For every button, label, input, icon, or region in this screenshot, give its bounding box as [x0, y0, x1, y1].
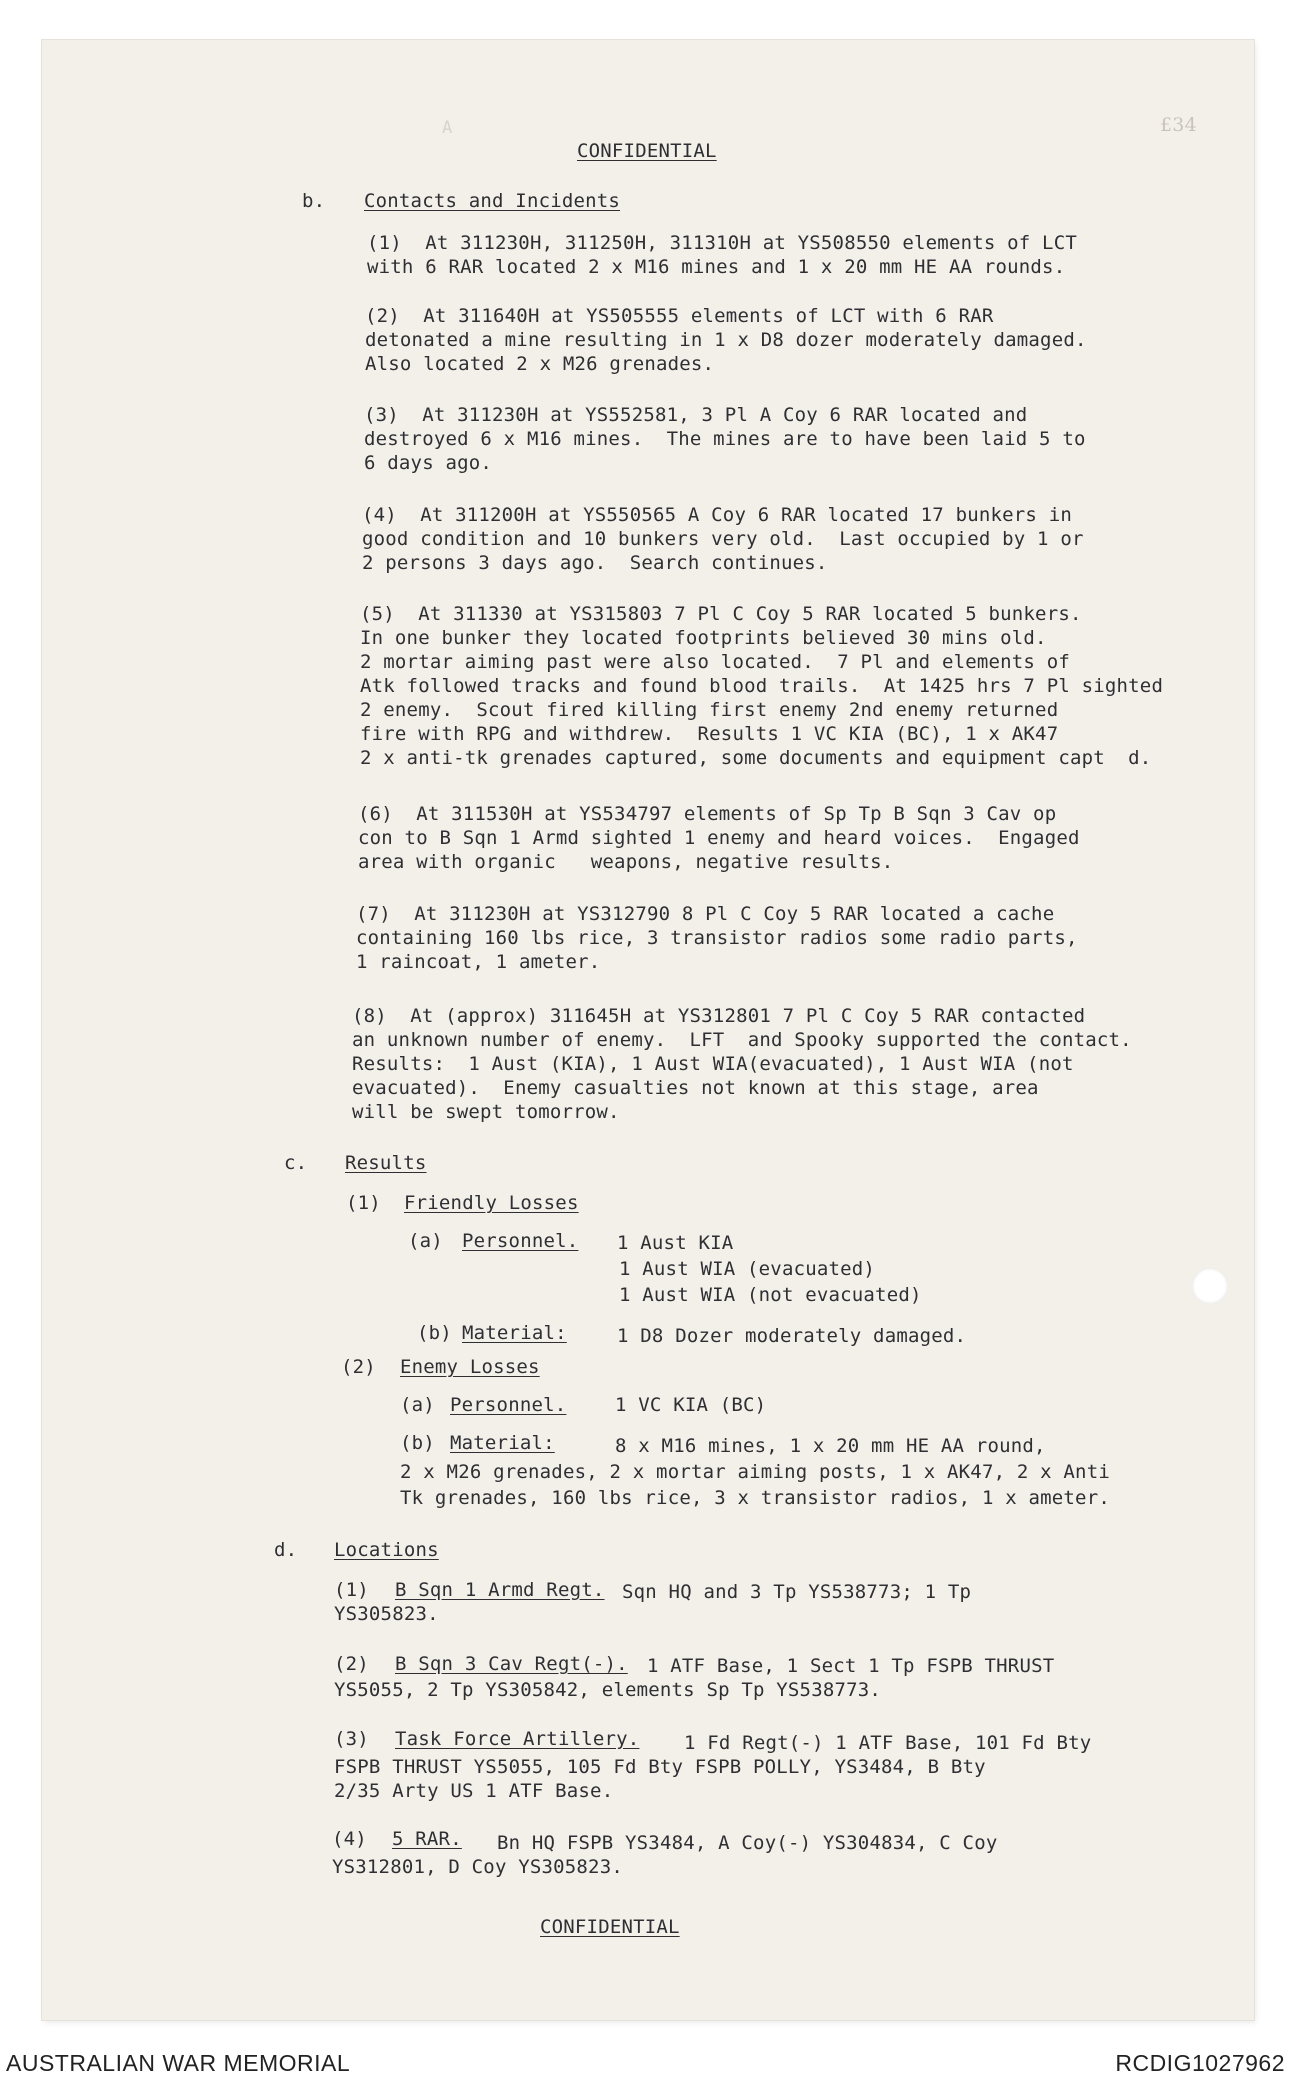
contact-2-line-1: (2) At 311640H at YS505555 elements of LCT with 6 RAR [365, 305, 994, 327]
friendly-losses-num: (1) [346, 1192, 381, 1214]
bleed-through: A [442, 118, 453, 138]
friendly-material-label: Material: [462, 1322, 567, 1344]
friendly-personnel-3: 1 Aust WIA (not evacuated) [619, 1284, 922, 1306]
contact-5-line-1: (5) At 311330 at YS315803 7 Pl C Coy 5 RAR located 5 bunkers. [360, 603, 1082, 625]
contact-2-line-2: detonated a mine resulting in 1 x D8 dozer moderately damaged. [365, 329, 1087, 351]
location-2-title: B Sqn 3 Cav Regt(-). [395, 1653, 628, 1675]
location-1-first: Sqn HQ and 3 Tp YS538773; 1 Tp [622, 1581, 972, 1603]
archive-id: RCDIG1027962 [1115, 2050, 1285, 2076]
location-1-title: B Sqn 1 Armd Regt. [395, 1579, 605, 1601]
enemy-losses-num: (2) [341, 1356, 376, 1378]
section-d-letter: d. [274, 1539, 298, 1561]
contact-5-line-2: In one bunker they located footprints believed 30 mins old. [360, 627, 1047, 649]
contact-8-line-1: (8) At (approx) 311645H at YS312801 7 Pl C Coy 5 RAR contacted [352, 1005, 1086, 1027]
punch-hole [1192, 1268, 1228, 1304]
friendly-material-num: (b) [417, 1322, 452, 1344]
contact-7-line-3: 1 raincoat, 1 ameter. [356, 951, 601, 973]
location-2-num: (2) [334, 1653, 369, 1675]
location-4-num: (4) [332, 1828, 367, 1850]
contact-1-line-2: with 6 RAR located 2 x M16 mines and 1 x 20 mm HE AA rounds. [367, 256, 1066, 278]
section-b-title: Contacts and Incidents [364, 190, 621, 212]
enemy-personnel-value: 1 VC KIA (BC) [615, 1394, 767, 1416]
contact-3-line-1: (3) At 311230H at YS552581, 3 Pl A Coy 6 RAR located and [364, 404, 1028, 426]
contact-5-line-7: 2 x anti-tk grenades captured, some documents and equipment capt d. [360, 747, 1152, 769]
contact-3-line-2: destroyed 6 x M16 mines. The mines are to have been laid 5 to [364, 428, 1086, 450]
friendly-losses-title: Friendly Losses [404, 1192, 579, 1214]
contact-6-line-3: area with organic weapons, negative results. [358, 851, 894, 873]
enemy-material-label: Material: [450, 1432, 555, 1454]
section-c-letter: c. [284, 1152, 308, 1174]
contact-5-line-4: Atk followed tracks and found blood trails. At 1425 hrs 7 Pl sighted [360, 675, 1164, 697]
section-d-title: Locations [334, 1539, 439, 1561]
contact-4-line-1: (4) At 311200H at YS550565 A Coy 6 RAR located 17 bunkers in [362, 504, 1072, 526]
contact-4-line-2: good condition and 10 bunkers very old. Last occupied by 1 or [362, 528, 1084, 550]
enemy-material-line-3: Tk grenades, 160 lbs rice, 3 x transistor radios, 1 x ameter. [400, 1487, 1110, 1509]
friendly-personnel-num: (a) [408, 1230, 443, 1252]
contact-5-line-6: fire with RPG and withdrew. Results 1 VC KIA (BC), 1 x AK47 [360, 723, 1059, 745]
contact-6-line-1: (6) At 311530H at YS534797 elements of Sp Tp B Sqn 3 Cav op [358, 803, 1057, 825]
location-2-first: 1 ATF Base, 1 Sect 1 Tp FSPB THRUST [647, 1655, 1055, 1677]
enemy-material-num: (b) [400, 1432, 435, 1454]
contact-6-line-2: con to B Sqn 1 Armd sighted 1 enemy and heard voices. Engaged [358, 827, 1080, 849]
location-3-title: Task Force Artillery. [395, 1728, 640, 1750]
contact-8-line-2: an unknown number of enemy. LFT and Spooky supported the contact. [352, 1029, 1132, 1051]
friendly-personnel-label: Personnel. [462, 1230, 579, 1252]
location-2-line-2: YS5055, 2 Tp YS305842, elements Sp Tp YS538773. [334, 1679, 882, 1701]
section-c-title: Results [345, 1152, 427, 1174]
location-3-first: 1 Fd Regt(-) 1 ATF Base, 101 Fd Bty [684, 1732, 1092, 1754]
classification-header: CONFIDENTIAL [577, 140, 717, 162]
contact-3-line-3: 6 days ago. [364, 452, 493, 474]
contact-8-line-4: evacuated). Enemy casualties not known at this stage, area [352, 1077, 1039, 1099]
contact-7-line-1: (7) At 311230H at YS312790 8 Pl C Coy 5 RAR located a cache [356, 903, 1055, 925]
section-b-letter: b. [302, 190, 326, 212]
enemy-personnel-label: Personnel. [450, 1394, 567, 1416]
document-sheet [42, 40, 1254, 2020]
contact-1-line-1: (1) At 311230H, 311250H, 311310H at YS508550 elements of LCT [367, 232, 1077, 254]
friendly-personnel-2: 1 Aust WIA (evacuated) [619, 1258, 876, 1280]
location-4-line-2: YS312801, D Coy YS305823. [332, 1856, 623, 1878]
contact-8-line-5: will be swept tomorrow. [352, 1101, 620, 1123]
location-3-line-3: 2/35 Arty US 1 ATF Base. [334, 1780, 614, 1802]
page-mark: £34 [1160, 114, 1197, 136]
contact-4-line-3: 2 persons 3 days ago. Search continues. [362, 552, 828, 574]
location-1-num: (1) [334, 1579, 369, 1601]
contact-5-line-5: 2 enemy. Scout fired killing first enemy 2nd enemy returned [360, 699, 1059, 721]
friendly-personnel-1: 1 Aust KIA [617, 1232, 734, 1254]
location-4-title: 5 RAR. [392, 1828, 462, 1850]
contact-5-line-3: 2 mortar aiming past were also located. 7 Pl and elements of [360, 651, 1070, 673]
contact-8-line-3: Results: 1 Aust (KIA), 1 Aust WIA(evacuated), 1 Aust WIA (not [352, 1053, 1074, 1075]
friendly-material-value: 1 D8 Dozer moderately damaged. [617, 1325, 967, 1347]
enemy-material-line-2: 2 x M26 grenades, 2 x mortar aiming posts, 1 x AK47, 2 x Anti [400, 1461, 1110, 1483]
enemy-personnel-num: (a) [400, 1394, 435, 1416]
archive-credit: AUSTRALIAN WAR MEMORIAL [6, 2050, 351, 2076]
contact-2-line-3: Also located 2 x M26 grenades. [365, 353, 715, 375]
location-3-num: (3) [334, 1728, 369, 1750]
contact-7-line-2: containing 160 lbs rice, 3 transistor radios some radio parts, [356, 927, 1078, 949]
enemy-material-first: 8 x M16 mines, 1 x 20 mm HE AA round, [615, 1435, 1046, 1457]
enemy-losses-title: Enemy Losses [400, 1356, 540, 1378]
location-3-line-2: FSPB THRUST YS5055, 105 Fd Bty FSPB POLLY, YS3484, B Bty [334, 1756, 986, 1778]
classification-footer: CONFIDENTIAL [540, 1916, 680, 1938]
location-4-first: Bn HQ FSPB YS3484, A Coy(-) YS304834, C Coy [497, 1832, 998, 1854]
location-1-line-2: YS305823. [334, 1603, 439, 1625]
